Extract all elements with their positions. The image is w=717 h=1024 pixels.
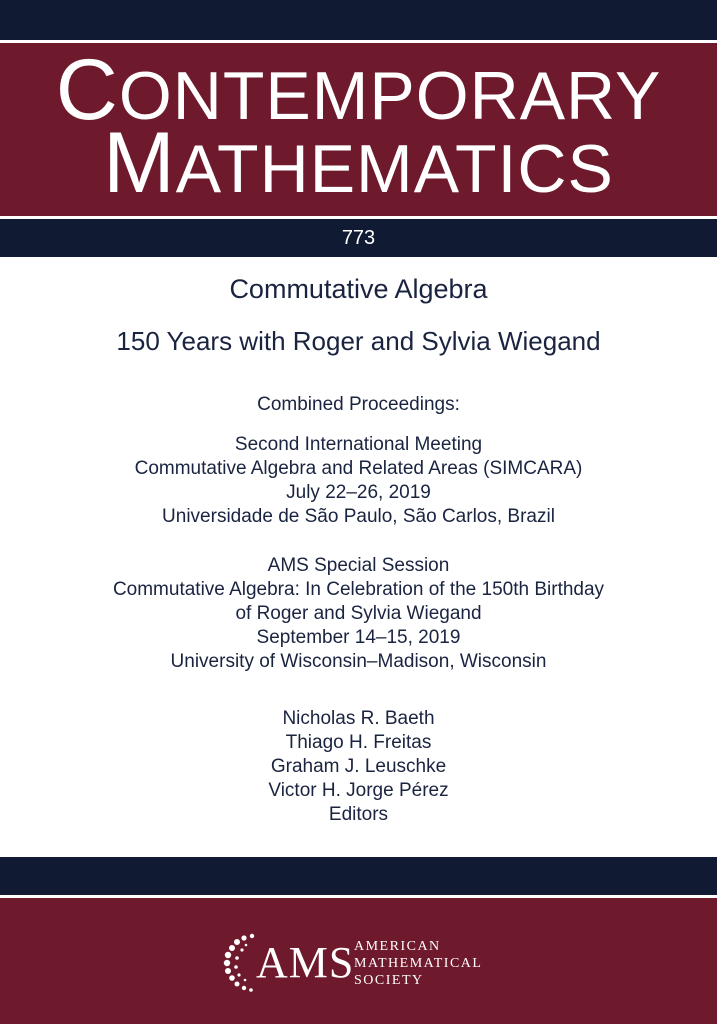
ams-name-line: AMERICAN (354, 939, 441, 954)
editor-name: Victor H. Jorge Pérez (268, 780, 449, 801)
meeting-block (0, 433, 717, 529)
book-title: Commutative Algebra (229, 274, 488, 304)
series-title-initial: C (55, 42, 119, 138)
ams-name-line: MATHEMATICAL (354, 956, 483, 971)
meeting-block (0, 554, 717, 674)
ams-letters: AMS (256, 938, 355, 987)
proceedings-label: Combined Proceedings: (257, 394, 460, 415)
volume-number: 773 (341, 227, 376, 249)
series-title-rest: ONTEMPORARY (118, 58, 662, 134)
ams-logo (222, 930, 502, 994)
meeting-line: University of Wisconsin–Madison, Wisconsin (170, 651, 547, 672)
editor-name: Graham J. Leuschke (270, 756, 447, 777)
ams-name-line: SOCIETY (354, 973, 424, 988)
editors-label: Editors (328, 804, 389, 825)
editor-name: Nicholas R. Baeth (282, 708, 435, 729)
editors-block (0, 707, 717, 827)
meeting-line: Second International Meeting (234, 434, 483, 455)
editor-name: Thiago H. Freitas (285, 732, 432, 753)
meeting-line: Commutative Algebra and Related Areas (SIMCARA) (134, 458, 583, 479)
meeting-line: Universidade de São Paulo, São Carlos, Brazil (162, 506, 555, 527)
series-title-initial: M (103, 115, 176, 211)
meeting-line: September 14–15, 2019 (256, 627, 461, 648)
top-navy-band (0, 0, 717, 40)
series-title-line-2 (0, 115, 717, 211)
bottom-navy-band (0, 857, 717, 895)
meeting-line: July 22–26, 2019 (286, 482, 431, 503)
meeting-line: Commutative Algebra: In Celebration of the 150th Birthday (112, 579, 605, 600)
book-subtitle: 150 Years with Roger and Sylvia Wiegand (116, 326, 601, 356)
series-title-rest: ATHEMATICS (175, 131, 614, 207)
meeting-line: AMS Special Session (267, 555, 450, 576)
meeting-line: of Roger and Sylvia Wiegand (235, 603, 482, 624)
ams-name (354, 938, 482, 989)
